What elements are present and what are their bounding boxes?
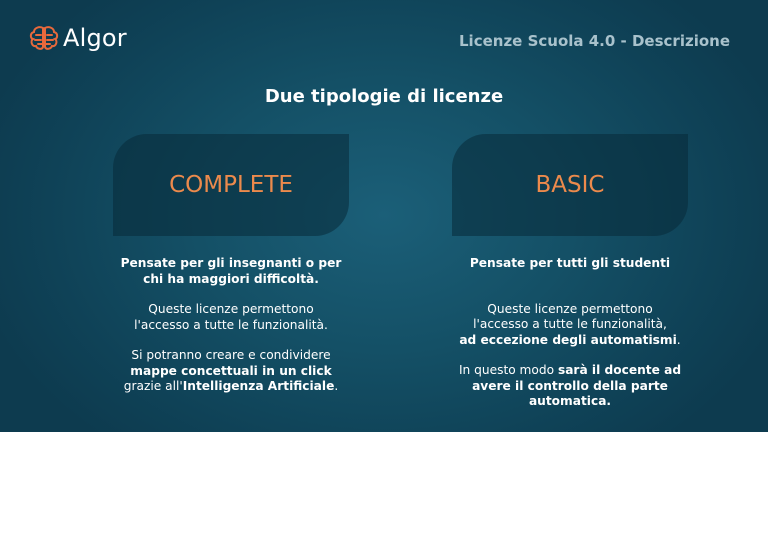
license-card-complete xyxy=(113,134,349,236)
complete-access-line: Queste licenze permettono xyxy=(148,302,314,316)
license-label-basic: BASIC xyxy=(535,172,605,198)
basic-access-end: . xyxy=(676,332,681,347)
basic-access-line: Queste licenze permettono xyxy=(487,301,653,316)
basic-control-line xyxy=(440,363,700,379)
basic-access-line: l'accesso a tutte le funzionalità, xyxy=(473,317,667,331)
license-card-basic xyxy=(452,134,688,236)
basic-control-text: In questo modo xyxy=(458,363,558,377)
license-label-complete: COMPLETE xyxy=(169,172,293,198)
complete-feature-bold: mappe concettuali in un click xyxy=(130,363,332,378)
complete-feature-text: grazie all' xyxy=(123,379,183,393)
complete-feature-line xyxy=(101,379,361,395)
basic-access-bold: ad eccezione degli automatismi xyxy=(459,332,677,347)
complete-description xyxy=(101,256,361,395)
page-title: Due tipologie di licenze xyxy=(264,86,504,107)
basic-description xyxy=(440,256,700,410)
basic-access-exception xyxy=(440,333,700,349)
brain-icon xyxy=(29,25,59,51)
basic-control-bold-line: avere il controllo della parte xyxy=(472,378,668,393)
basic-control-bold: sarà il docente ad xyxy=(557,363,682,377)
complete-feature-line: Si potranno creare e condividere xyxy=(131,348,331,362)
complete-access-line: l'accesso a tutte le funzionalità. xyxy=(134,317,328,332)
brand-name: Algor xyxy=(63,24,127,52)
basic-intro-line: Pensate per tutti gli studenti xyxy=(469,256,671,270)
basic-control-bold-line: automatica. xyxy=(528,394,612,408)
complete-intro-line: Pensate per gli insegnanti o per xyxy=(120,256,342,270)
complete-intro-line: chi ha maggiori difficoltà. xyxy=(143,271,319,286)
complete-feature-end: . xyxy=(334,379,339,393)
complete-feature-ai: Intelligenza Artificiale xyxy=(182,379,335,393)
header-title: Licenze Scuola 4.0 - Descrizione xyxy=(459,32,730,50)
logo xyxy=(29,24,127,52)
